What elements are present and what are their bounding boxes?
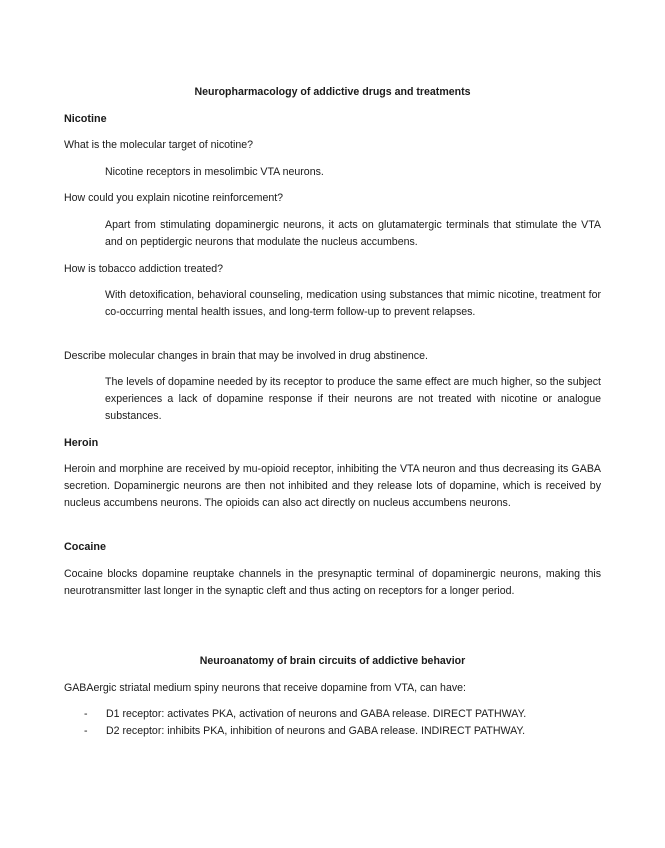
answer-2: Apart from stimulating dopaminergic neurons, it acts on glutamatergic terminals that stimulate the VTA and on peptidergic neurons that modulate the nucleus accumbens. (105, 219, 601, 248)
heading-nicotine: Nicotine (64, 113, 107, 125)
question-1: What is the molecular target of nicotine? (64, 139, 254, 151)
heroin-paragraph: Heroin and morphine are received by mu-opioid receptor, inhibiting the VTA neuron and thus decreasing its GABA secretion. Dopaminergic neurons are then not inhibited and they release lots of dopamine, which is received by nucleus accumbens neurons. The opioids can also act directly on nucleus accumbens neurons. (64, 463, 601, 509)
answer-3: With detoxification, behavioral counseling, medication using substances that mimic nicotine, treatment for co-occurring mental health issues, and long-term follow-up to prevent relapses. (105, 289, 601, 318)
neuroanatomy-intro: GABAergic striatal medium spiny neurons that receive dopamine from VTA, can have: (64, 682, 466, 694)
section-title-neuropharmacology: Neuropharmacology of addictive drugs and treatments (194, 86, 471, 98)
heading-cocaine: Cocaine (64, 541, 107, 553)
question-3: How is tobacco addiction treated? (64, 263, 223, 275)
heading-heroin: Heroin (64, 437, 99, 449)
section-title-neuroanatomy: Neuroanatomy of brain circuits of addictive behavior (199, 655, 466, 667)
cocaine-paragraph: Cocaine blocks dopamine reuptake channels in the presynaptic terminal of dopaminergic neurons, making this neurotransmitter last longer in the synaptic cleft and thus acting on receptors for a longer period. (64, 568, 601, 597)
answer-4: The levels of dopamine needed by its receptor to produce the same effect are much higher, so the subject experiences a lack of dopamine response if their neurons are not treated with nicotine or analogue substances. (105, 376, 601, 422)
bullet-marker: - (84, 725, 88, 737)
question-4: Describe molecular changes in brain that may be involved in drug abstinence. (64, 350, 428, 362)
question-2: How could you explain nicotine reinforcement? (64, 192, 284, 204)
bullet-item-d1: D1 receptor: activates PKA, activation of neurons and GABA release. DIRECT PATHWAY. (106, 708, 527, 720)
answer-1: Nicotine receptors in mesolimbic VTA neurons. (105, 166, 324, 178)
bullet-item-d2: D2 receptor: inhibits PKA, inhibition of neurons and GABA release. INDIRECT PATHWAY. (106, 725, 526, 737)
bullet-marker: - (84, 708, 88, 720)
